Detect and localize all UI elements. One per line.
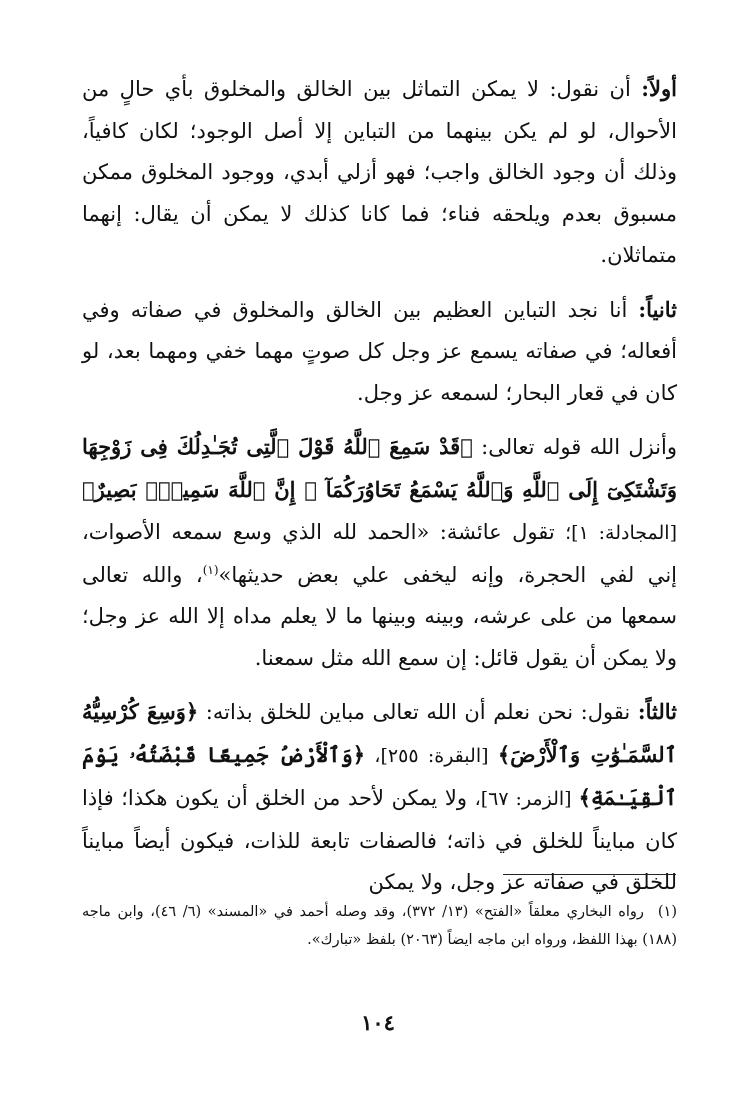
paragraph-text: تقول عائشة: «الحمد لله الذي وسع سمعه الأصوات، إني لفي الحجرة، وإنه ليخفى علي بعض حديثها»: [82, 520, 677, 587]
paragraph-text-continued: ، والله تعالى سمعها من على عرشه، وبينه وبينها ما لا يعلم مداه إلا الله عز وجل؛ ولا يمكن أن يقول قائل: إن سمع الله مثل سمعنا.: [82, 562, 677, 670]
quran-verse: ﴿وَسِعَ كُرْسِيُّهُ ٱلسَّمَـٰوَٰتِ وَٱلْأَرْضَ﴾: [82, 699, 678, 767]
footnote-reference: (١): [202, 562, 219, 577]
footnote-divider: [503, 874, 676, 875]
quran-verse: ﴿وَٱلْأَرْضُ جَمِيعًا قَبْضَتُهُۥ يَوْمَ ٱلْقِيَـٰمَةِ﴾: [82, 741, 678, 810]
footnote-item: [82, 898, 677, 954]
main-text: [82, 68, 677, 904]
paragraph-text: أن نقول: لا يمكن التماثل بين الخالق والمخلوق بأي حالٍ من الأحوال، لو لم يكن بينهما من التباين إلا أصل الوجود؛ لكان كافياً، وذلك أن وجود الخالق واجب؛ فهو أزلي أبدي، ووجود المخلوق ممكن مسبوق بعدم ويلحقه فناء؛ فما كانا كذلك لا يمكن أن يقال: إنهما متماثلان.: [82, 77, 677, 267]
paragraph-text: أنا نجد التباين العظيم بين الخالق والمخلوق في صفاته وفي أفعاله؛ في صفاته يسمع عز وجل كل صوتٍ مهما خفي ومهما بعد، لو كان في قعار البحار؛ لسمعه عز وجل.: [82, 297, 677, 405]
paragraph-second: [82, 289, 677, 415]
footnotes: [82, 898, 677, 954]
paragraph-lead: أولاً:: [641, 76, 677, 101]
paragraph-text-continued: ولا يمكن لأحد من الخلق أن يكون هكذا؛ فإذا كان مبايناً للخلق في ذاته؛ فالصفات تابعة للذات، فيكون أيضاً مبايناً للخلق في صفاته عز وجل، ولا يمكن: [82, 786, 677, 894]
paragraph-lead: ثانياً:: [638, 296, 677, 322]
footnote-mark: (١): [657, 904, 678, 920]
footnote-text: رواه البخاري معلقاً «الفتح» (١٣/ ٣٧٢)، وقد وصله أحمد في «المسند» (٦/ ٤٦)، وابن ماجه (١٨٨) بهذا اللفظ، ورواه ابن ماجه ايضاً (٢٠٦٣) بلفظ «تبارك».: [82, 904, 677, 948]
paragraph-first: [82, 68, 677, 277]
quran-verse: ﴿قَدْ سَمِعَ ٱللَّهُ قَوْلَ ٱلَّتِى تُجَـٰدِلُكَ فِى زَوْجِهَا وَتَشْتَكِىٓ إِلَى ٱللَّهِ وَٱللَّهُ يَسْمَعُ تَحَاوُرَكُمَآ ۚ إِنَّ ٱللَّهَ سَمِيعٌۢ بَصِيرٌ﴾: [82, 434, 677, 502]
paragraph-lead: ثالثاً:: [637, 699, 677, 724]
verse-reference: [البقرة: ٢٥٥]،: [365, 744, 498, 767]
paragraph-third: [82, 426, 677, 679]
paragraph-text: نقول: نحن نعلم أن الله تعالى مباين للخلق بذاته:: [198, 700, 638, 724]
paragraph-intro: وأنزل الله قوله تعالى:: [472, 435, 677, 459]
page-number: ١٠٤: [361, 1010, 395, 1035]
verse-reference: [الزمر: ٦٧]،: [474, 788, 579, 810]
paragraph-fourth: [82, 691, 677, 904]
verse-reference: [المجادلة: ١]؛: [565, 522, 677, 544]
